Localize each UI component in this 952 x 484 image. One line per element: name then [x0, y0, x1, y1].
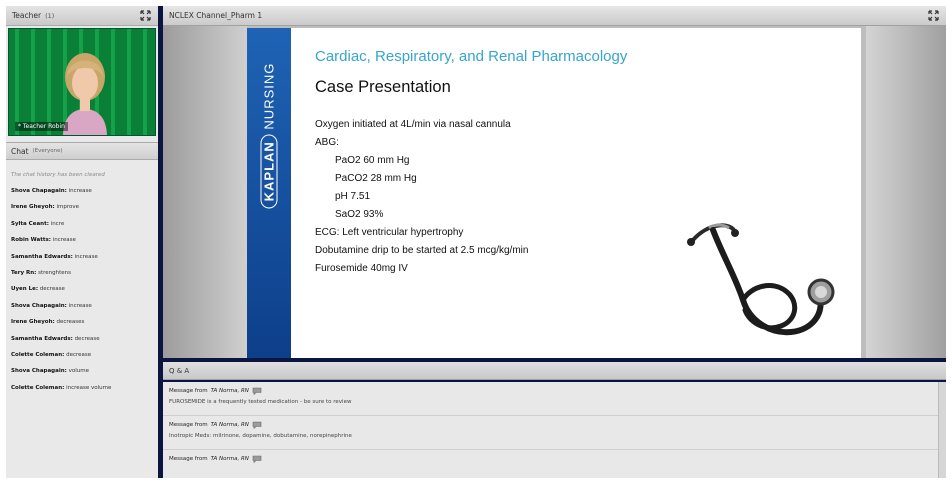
qa-item[interactable] [163, 416, 946, 450]
chat-text: improve [56, 204, 79, 211]
chat-panel-title: Chat [11, 146, 29, 156]
teacher-panel-title: Teacher [12, 11, 42, 20]
qa-from [169, 387, 940, 395]
chat-sender: Sylta Ceant: [11, 220, 49, 227]
slide-line: Furosemide 40mg IV [315, 263, 408, 274]
chat-message-list[interactable] [6, 163, 158, 400]
chat-sender: Colette Coleman: [11, 384, 65, 391]
right-column [163, 6, 946, 478]
chat-sender: Colette Coleman: [11, 351, 65, 358]
slide-line: Dobutamine drip to be started at 2.5 mcg/kg/min [315, 245, 529, 256]
chat-text: increase [52, 237, 76, 244]
chat-message [11, 199, 153, 215]
chat-message [11, 347, 153, 363]
qa-from [169, 421, 940, 429]
slide-title: Cardiac, Respiratory, and Renal Pharmacology [315, 48, 628, 65]
chat-message [11, 314, 153, 330]
speech-bubble-icon [252, 387, 262, 395]
qa-item[interactable] [163, 450, 946, 478]
qa-sender: TA Norma, RN [210, 422, 249, 428]
qa-message-list[interactable] [163, 382, 946, 478]
chat-text: strenghtens [38, 269, 71, 276]
chat-text: decreases [56, 319, 85, 326]
presentation-stage [163, 26, 946, 358]
qa-text: Inotropic Meds: milrinone, dopamine, dobutamine, norepinephrine [169, 433, 352, 439]
qa-from-label: Message from [169, 422, 208, 428]
expand-icon[interactable] [926, 10, 940, 22]
chat-scope[interactable]: (Everyone) [32, 148, 63, 154]
logo-nursing: NURSING [261, 62, 277, 130]
chat-sender: Uyen Le: [11, 286, 39, 293]
chat-text: volume [68, 368, 89, 375]
kaplan-nursing-logo [262, 46, 277, 226]
chat-sender: Samantha Edwards: [11, 335, 73, 342]
qa-from [169, 455, 940, 463]
slide-line: SaO2 93% [335, 209, 384, 220]
chat-text: increase [74, 253, 98, 260]
presentation-title: NCLEX Channel_Pharm 1 [169, 11, 263, 20]
slide-subtitle: Case Presentation [315, 78, 451, 96]
slide-line: pH 7.51 [335, 191, 371, 202]
chat-message [11, 363, 153, 379]
stage-shade-right [866, 26, 946, 358]
slide-line: ECG: Left ventricular hypertrophy [315, 227, 464, 238]
chat-text: incre [50, 220, 65, 227]
speech-bubble-icon [252, 455, 262, 463]
qa-sender: TA Norma, RN [210, 456, 249, 462]
teacher-video[interactable] [8, 28, 156, 136]
teacher-count: (1) [45, 11, 55, 20]
chat-message [11, 232, 153, 248]
chat-message [11, 281, 153, 297]
chat-sender: Shova Chapagain: [11, 302, 67, 309]
qa-item[interactable] [163, 382, 946, 416]
chat-message [11, 216, 153, 232]
qa-sender: TA Norma, RN [210, 388, 249, 394]
chat-sender: Tery Rn: [11, 269, 37, 276]
teacher-panel-header [6, 6, 158, 26]
chat-sender: Shova Chapagain: [11, 368, 67, 375]
kaplan-band [247, 28, 291, 358]
qa-panel-title: Q & A [169, 366, 190, 375]
slide-line: PaCO2 28 mm Hg [335, 173, 417, 184]
logo-kaplan: KAPLAN [261, 134, 278, 208]
chat-text: increase [68, 302, 92, 309]
slide [247, 28, 861, 358]
app-window [6, 6, 946, 478]
presentation-header [163, 6, 946, 26]
stethoscope-image [679, 216, 839, 346]
video-name-tag: * Teacher Robin [15, 122, 68, 131]
chat-message [11, 183, 153, 199]
slide-body [315, 116, 528, 278]
chat-text: decrease [39, 286, 65, 293]
chat-sender: Irene Gheyoh: [11, 204, 55, 211]
slide-line: Oxygen initiated at 4L/min via nasal cannula [315, 119, 511, 130]
chat-text: increase volume [66, 384, 112, 391]
chat-sender: Robin Watts: [11, 237, 51, 244]
chat-text: decrease [74, 335, 100, 342]
qa-from-label: Message from [169, 388, 208, 394]
chat-sender: Irene Gheyoh: [11, 319, 55, 326]
chat-text: increase [68, 188, 92, 194]
qa-text: FUROSEMIDE is a frequently tested medication - be sure to review [169, 399, 352, 405]
stage-shade-left [163, 26, 247, 358]
chat-sender: Shova Chapagain: [11, 188, 67, 194]
chat-message [11, 380, 153, 396]
chat-lines [11, 183, 153, 396]
chat-text: decrease [66, 351, 92, 358]
chat-panel-header [6, 142, 158, 160]
chat-message [11, 265, 153, 281]
expand-icon[interactable] [138, 10, 152, 22]
chat-message [11, 249, 153, 265]
slide-line: PaO2 60 mm Hg [335, 155, 410, 166]
speech-bubble-icon [252, 421, 262, 429]
left-column [6, 6, 158, 478]
chat-message [11, 331, 153, 347]
chat-message [11, 298, 153, 314]
qa-from-label: Message from [169, 456, 208, 462]
slide-line: ABG: [315, 137, 339, 148]
chat-sender: Samantha Edwards: [11, 253, 73, 260]
chat-cleared-notice: The chat history has been cleared [11, 172, 105, 178]
qa-panel-header [163, 362, 946, 380]
qa-scrollbar[interactable] [938, 382, 946, 478]
